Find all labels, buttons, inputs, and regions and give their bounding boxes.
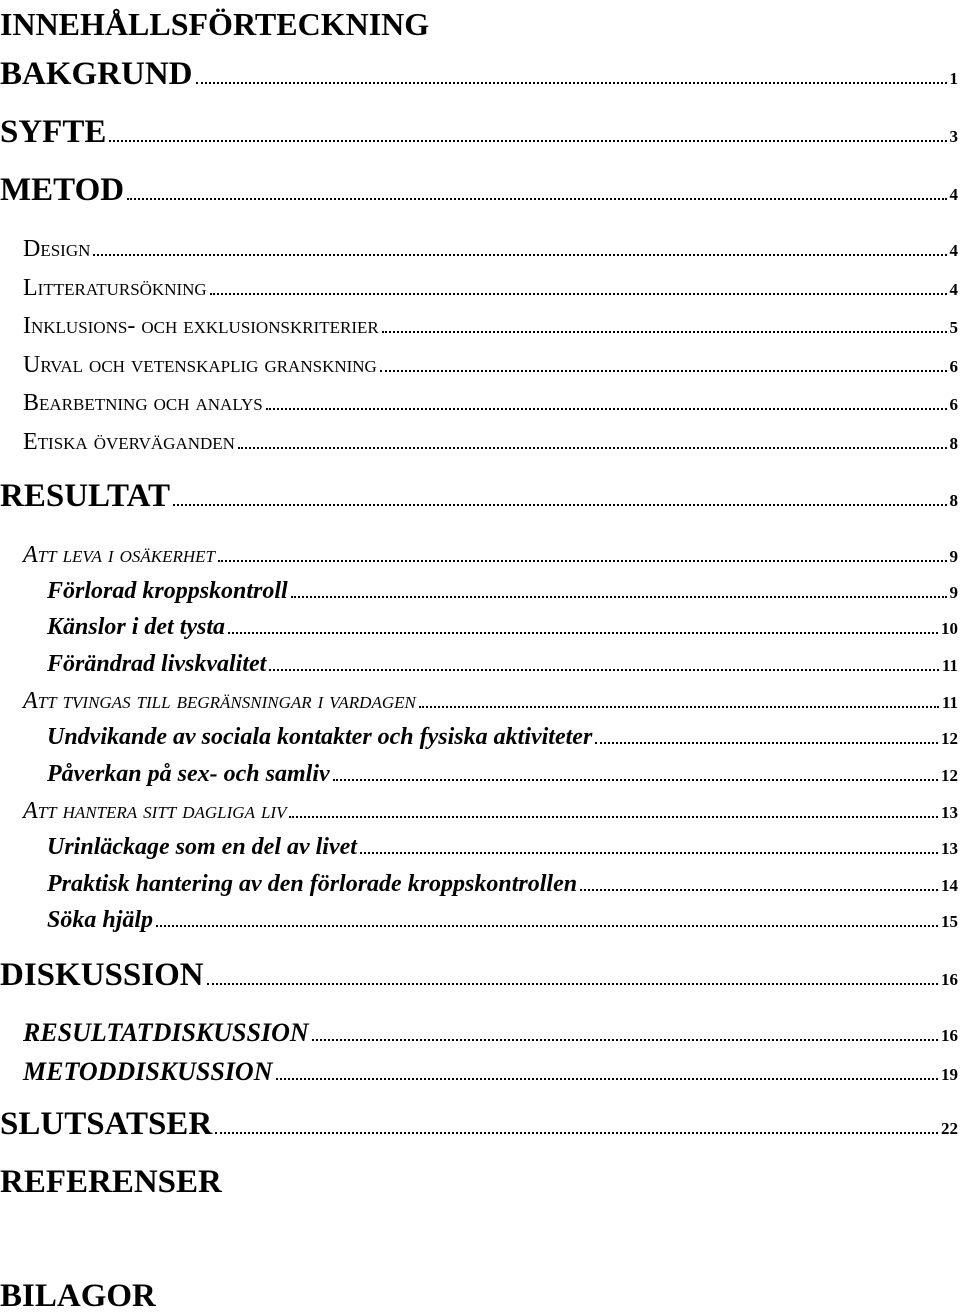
dot-leader bbox=[93, 254, 946, 256]
toc-entry-page: 13 bbox=[941, 839, 958, 858]
toc-entry-label: Förändrad livskvalitet bbox=[47, 651, 267, 677]
toc-entry-page: 19 bbox=[941, 1065, 958, 1084]
toc-entry-label: Att hantera sitt dagliga liv bbox=[23, 798, 287, 824]
toc-entry-metod[interactable] bbox=[0, 172, 958, 209]
dot-leader bbox=[207, 983, 938, 985]
toc-entry-att-tvingas[interactable] bbox=[23, 688, 958, 715]
toc-entry-referenser[interactable]: REFERENSER bbox=[0, 1164, 222, 1200]
toc-entry-label: Att tvingas till begränsningar i vardagen bbox=[23, 688, 416, 714]
toc-entry-undvikande[interactable] bbox=[47, 724, 958, 751]
dot-leader bbox=[380, 370, 947, 372]
toc-entry-label: DISKUSSION bbox=[0, 957, 204, 993]
dot-leader bbox=[595, 742, 938, 744]
toc-entry-label: Urval och vetenskaplig granskning bbox=[23, 352, 377, 378]
toc-entry-label: METODDISKUSSION bbox=[23, 1057, 273, 1086]
dot-leader bbox=[156, 925, 938, 927]
dot-leader bbox=[382, 331, 947, 333]
toc-entry-att-leva-i-osakerhet[interactable] bbox=[23, 542, 958, 569]
toc-entry-page: 14 bbox=[941, 876, 958, 895]
dot-leader bbox=[289, 816, 938, 818]
dot-leader bbox=[228, 632, 938, 634]
toc-entry-label: Bearbetning och analys bbox=[23, 390, 263, 416]
dot-leader bbox=[218, 560, 947, 562]
toc-entry-page: 4 bbox=[949, 241, 958, 260]
toc-entry-page: 6 bbox=[949, 395, 958, 414]
toc-entry-kanslor-i-det-tysta[interactable] bbox=[47, 614, 958, 641]
dot-leader bbox=[127, 198, 946, 200]
toc-entry-page: 13 bbox=[941, 803, 958, 822]
toc-entry-label: RESULTATDISKUSSION bbox=[23, 1018, 309, 1047]
toc-entry-slutsatser[interactable] bbox=[0, 1106, 958, 1143]
toc-entry-page: 9 bbox=[949, 583, 958, 602]
toc-entry-soka-hjalp[interactable] bbox=[47, 907, 958, 934]
toc-entry-label: Förlorad kroppskontroll bbox=[47, 578, 288, 604]
toc-entry-page: 22 bbox=[941, 1119, 958, 1138]
toc-entry-resultat[interactable] bbox=[0, 478, 958, 515]
toc-entry-label: Inklusions- och exklusionskriterier bbox=[23, 313, 379, 339]
toc-entry-page: 5 bbox=[949, 318, 958, 337]
toc-entry-label: Design bbox=[23, 236, 91, 262]
toc-entry-page: 12 bbox=[941, 729, 958, 748]
toc-entry-label: Etiska överväganden bbox=[23, 429, 235, 455]
toc-entry-page: 8 bbox=[949, 491, 958, 510]
toc-entry-diskussion[interactable] bbox=[0, 957, 958, 994]
toc-entry-page: 11 bbox=[941, 656, 958, 675]
dot-leader bbox=[419, 706, 939, 708]
toc-entry-label: Känslor i det tysta bbox=[47, 614, 226, 640]
toc-entry-urinlackage[interactable] bbox=[47, 834, 958, 861]
toc-entry-inklusionskriterier[interactable] bbox=[23, 313, 958, 340]
dot-leader bbox=[333, 779, 938, 781]
toc-entry-etiska[interactable] bbox=[23, 429, 958, 456]
toc-entry-page: 15 bbox=[941, 912, 958, 931]
toc-entry-bilagor[interactable]: BILAGOR bbox=[0, 1278, 156, 1314]
toc-entry-metoddiskussion[interactable] bbox=[23, 1057, 958, 1087]
toc-entry-label: BAKGRUND bbox=[0, 56, 193, 92]
toc-entry-page: 1 bbox=[949, 69, 958, 88]
toc-entry-page: 4 bbox=[949, 185, 958, 204]
toc-entry-page: 10 bbox=[941, 619, 958, 638]
toc-entry-label: Urinläckage som en del av livet bbox=[47, 834, 357, 860]
toc-entry-bearbetning[interactable] bbox=[23, 390, 958, 417]
toc-entry-page: 6 bbox=[949, 357, 958, 376]
toc-entry-label: Att leva i osäkerhet bbox=[23, 542, 215, 568]
dot-leader bbox=[269, 669, 939, 671]
dot-leader bbox=[360, 852, 938, 854]
toc-entry-page: 11 bbox=[941, 693, 958, 712]
toc-entry-page: 8 bbox=[949, 434, 958, 453]
toc-title: INNEHÅLLSFÖRTECKNING bbox=[0, 6, 430, 42]
toc-entry-page: 16 bbox=[941, 970, 958, 989]
dot-leader bbox=[109, 140, 946, 142]
dot-leader bbox=[291, 596, 947, 598]
toc-entry-syfte[interactable] bbox=[0, 114, 958, 151]
toc-entry-att-hantera[interactable] bbox=[23, 798, 958, 825]
toc-entry-bakgrund[interactable] bbox=[0, 56, 958, 93]
toc-entry-litteratursokning[interactable] bbox=[23, 275, 958, 302]
toc-entry-urval[interactable] bbox=[23, 352, 958, 379]
toc-entry-label: Praktisk hantering av den förlorade kroppskontrollen bbox=[47, 871, 578, 897]
toc-entry-praktisk-hantering[interactable] bbox=[47, 871, 958, 898]
dot-leader bbox=[210, 293, 947, 295]
dot-leader bbox=[215, 1132, 938, 1134]
dot-leader bbox=[580, 889, 938, 891]
toc-entry-page: 16 bbox=[941, 1026, 958, 1045]
dot-leader bbox=[266, 408, 947, 410]
toc-entry-page: 12 bbox=[941, 766, 958, 785]
toc-entry-label: Påverkan på sex- och samliv bbox=[47, 761, 330, 787]
dot-leader bbox=[196, 82, 947, 84]
toc-entry-page: 4 bbox=[949, 280, 958, 299]
dot-leader bbox=[173, 504, 947, 506]
dot-leader bbox=[312, 1039, 938, 1041]
toc-entry-label: Undvikande av sociala kontakter och fysiska aktiviteter bbox=[47, 724, 593, 750]
toc-entry-label: METOD bbox=[0, 172, 125, 208]
dot-leader bbox=[238, 447, 947, 449]
toc-entry-forandrad-livskvalitet[interactable] bbox=[47, 651, 958, 678]
toc-entry-label: SLUTSATSER bbox=[0, 1106, 213, 1142]
toc-entry-forlorad-kroppskontroll[interactable] bbox=[47, 578, 958, 605]
toc-entry-resultatdiskussion[interactable] bbox=[23, 1018, 958, 1048]
dot-leader bbox=[276, 1078, 939, 1080]
toc-entry-label: Litteratursökning bbox=[23, 275, 207, 301]
toc-entry-label: SYFTE bbox=[0, 114, 107, 150]
toc-entry-paverkan[interactable] bbox=[47, 761, 958, 788]
toc-entry-label: Söka hjälp bbox=[47, 907, 154, 933]
toc-entry-label: RESULTAT bbox=[0, 478, 170, 514]
toc-entry-design[interactable] bbox=[23, 236, 958, 263]
toc-entry-page: 9 bbox=[949, 547, 958, 566]
toc-entry-page: 3 bbox=[949, 127, 958, 146]
